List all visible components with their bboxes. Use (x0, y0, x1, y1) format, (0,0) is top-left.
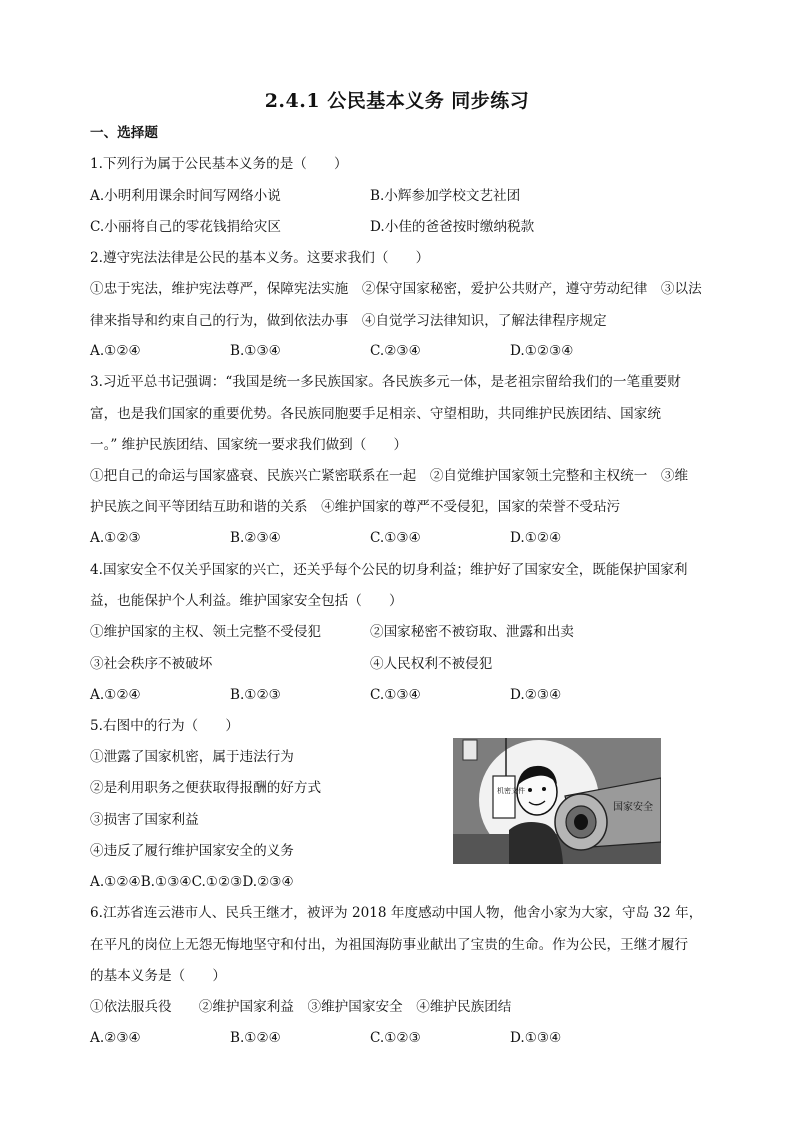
question-1-option-d: D.小佳的爸爸按时缴纳税款 (370, 219, 535, 235)
question-6-line-1: 6.江苏省连云港市人、民兵王继才，被评为 2018 年度感动中国人物，他舍小家为大家，守岛 32 年， (90, 905, 703, 921)
question-2-option-d: D.①②③④ (510, 343, 574, 359)
question-6-line-2: 在平凡的岗位上无怨无悔地坚守和付出，为祖国海防事业献出了宝贵的生命。作为公民，王继才履行 (90, 937, 689, 953)
question-3-option-c: C.①③④ (370, 530, 421, 546)
question-3-line-4: ①把自己的命运与国家盛衰、民族兴亡紧密联系在一起 ②自觉维护国家领土完整和主权统一 ③维 (90, 468, 689, 484)
question-5-stem: 5.右图中的行为（ ） (90, 718, 239, 734)
question-2-option-c: C.②③④ (370, 343, 421, 359)
question-5-item-2: ②是利用职务之便获取得报酬的好方式 (90, 780, 322, 796)
question-5-item-1: ①泄露了国家机密，属于违法行为 (90, 749, 294, 765)
question-4-option-d: D.②③④ (510, 687, 562, 703)
question-2-stem: 2.遵守宪法法律是公民的基本义务。这要求我们（ ） (90, 250, 430, 266)
question-6-option-d: D.①③④ (510, 1030, 562, 1046)
question-1-option-c: C.小丽将自己的零花钱捐给灾区 (90, 219, 281, 235)
question-4-item-3: ③社会秩序不被破坏 (90, 656, 213, 672)
question-6-option-b: B.①②④ (230, 1030, 281, 1046)
question-4-item-1: ①维护国家的主权、领土完整不受侵犯 (90, 624, 322, 640)
document-label: 机密文件 (497, 787, 525, 795)
cartoon-illustration (453, 738, 661, 864)
question-2-line-2: 律来指导和约束自己的行为，做到依法办事 ④自觉学习法律知识，了解法律程序规定 (90, 313, 607, 329)
question-2-option-a: A.①②④ (90, 343, 141, 359)
question-6-line-4: ①依法服兵役 ②维护国家利益 ③维护国家安全 ④维护民族团结 (90, 999, 512, 1015)
question-3-option-b: B.②③④ (230, 530, 281, 546)
question-4-line-1: 4.国家安全不仅关乎国家的兴亡，还关乎每个公民的切身利益；维护好了国家安全，既能保护国家利 (90, 562, 688, 578)
question-3-line-5: 护民族之间平等团结互助和谐的关系 ④维护国家的尊严不受侵犯，国家的荣誉不受玷污 (90, 499, 621, 515)
gun-label: 国家安全 (613, 802, 653, 813)
question-5-item-3: ③损害了国家利益 (90, 812, 199, 828)
question-4-item-4: ④人民权利不被侵犯 (370, 656, 493, 672)
question-2-option-b: B.①③④ (230, 343, 281, 359)
question-1-stem: 1.下列行为属于公民基本义务的是（ ） (90, 156, 348, 172)
question-3-line-3: 一。” 维护民族团结、国家统一要求我们做到（ ） (90, 437, 408, 453)
question-5-item-4: ④违反了履行维护国家安全的义务 (90, 843, 294, 859)
question-1-option-b: B.小辉参加学校文艺社团 (370, 188, 521, 204)
question-4-option-a: A.①②④ (90, 687, 141, 703)
question-4-line-2: 益，也能保护个人利益。维护国家安全包括（ ） (90, 593, 403, 609)
question-6-option-c: C.①②③ (370, 1030, 421, 1046)
question-3-option-a: A.①②③ (90, 530, 141, 546)
question-4-item-2: ②国家秘密不被窃取、泄露和出卖 (370, 624, 574, 640)
question-3-option-d: D.①②④ (510, 530, 562, 546)
question-6-line-3: 的基本义务是（ ） (90, 968, 226, 984)
question-1-option-a: A.小明利用课余时间写网络小说 (90, 188, 281, 204)
question-4-option-b: B.①②③ (230, 687, 281, 703)
section-heading: 一、选择题 (90, 125, 158, 141)
question-3-line-2: 富，也是我们国家的重要优势。各民族同胞要手足相亲、守望相助，共同维护民族团结、国家统 (90, 406, 661, 422)
question-4-option-c: C.①③④ (370, 687, 421, 703)
question-3-line-1: 3.习近平总书记强调：“我国是统一多民族国家。各民族多元一体，是老祖宗留给我们的一笔重要财 (90, 374, 681, 390)
page-title: 2.4.1 公民基本义务 同步练习 (264, 90, 530, 112)
question-5-options: A.①②④B.①③④C.①②③D.②③④ (90, 874, 294, 890)
question-6-option-a: A.②③④ (90, 1030, 141, 1046)
question-2-line-1: ①忠于宪法，维护宪法尊严，保障宪法实施 ②保守国家秘密，爱护公共财产，遵守劳动纪律 ③以法 (90, 281, 702, 297)
